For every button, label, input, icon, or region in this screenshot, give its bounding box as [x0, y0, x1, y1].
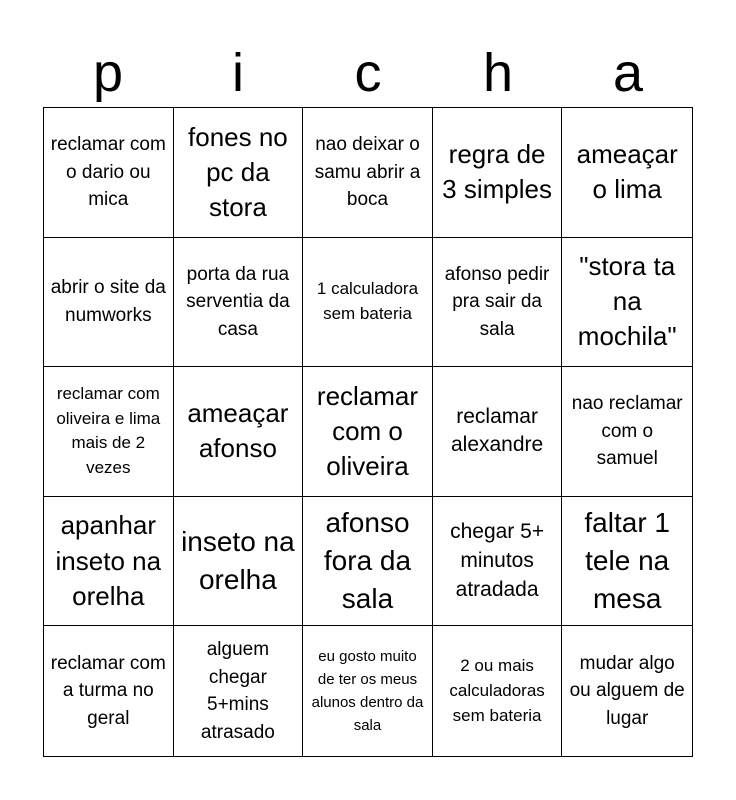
- bingo-cell-text: afonso fora da sala: [323, 507, 412, 614]
- header-letter-h: h: [482, 43, 514, 103]
- bingo-cell-1-5[interactable]: [562, 108, 692, 238]
- header-letter-i: i: [232, 43, 244, 103]
- bingo-cell-text: mudar algo ou alguem de lugar: [569, 652, 685, 729]
- bingo-cell-text: reclamar com o dario ou mica: [50, 133, 166, 211]
- bingo-cell-text: reclamar com oliveira e lima mais de 2 vezes: [56, 384, 161, 478]
- bingo-cell-2-5[interactable]: [562, 238, 692, 368]
- bingo-cell-text: faltar 1 tele na mesa: [584, 507, 670, 614]
- bingo-cell-text: apanhar inseto na orelha: [55, 510, 162, 611]
- bingo-cell-text: reclamar com o oliveira: [316, 380, 419, 482]
- header-letter-c: c: [354, 43, 382, 103]
- bingo-cell-3-3[interactable]: [303, 367, 433, 497]
- bingo-cell-5-3[interactable]: [303, 626, 433, 756]
- bingo-cell-text: 2 ou mais calculadoras sem bateria: [449, 656, 545, 725]
- header-letter-a: a: [612, 43, 644, 103]
- bingo-cell-text: reclamar com a turma no geral: [50, 652, 166, 729]
- bingo-cell-text: reclamar alexandre: [450, 404, 544, 457]
- bingo-cell-3-2[interactable]: [174, 367, 304, 497]
- bingo-cell-4-5[interactable]: [562, 497, 692, 627]
- bingo-cell-5-2[interactable]: [174, 626, 304, 756]
- bingo-cell-1-4[interactable]: [433, 108, 563, 238]
- bingo-cell-text: regra de 3 simples: [442, 139, 552, 205]
- bingo-cell-text: nao reclamar com o samuel: [571, 393, 683, 470]
- bingo-cell-text: ameaçar afonso: [187, 398, 289, 464]
- bingo-header: [43, 40, 693, 106]
- bingo-cell-text: fones no pc da stora: [188, 121, 288, 222]
- bingo-cell-5-1[interactable]: [44, 626, 174, 756]
- bingo-cell-4-1[interactable]: [44, 497, 174, 627]
- bingo-cell-3-5[interactable]: [562, 367, 692, 497]
- bingo-cell-text: nao deixar o samu abrir a boca: [314, 133, 421, 211]
- bingo-board: [43, 107, 693, 757]
- bingo-cell-1-3[interactable]: [303, 108, 433, 238]
- bingo-cell-text: inseto na orelha: [181, 526, 295, 596]
- bingo-cell-text: eu gosto muito de ter os meus alunos dentro da sala: [311, 647, 424, 735]
- bingo-cell-2-2[interactable]: [174, 238, 304, 368]
- bingo-cell-text: ameaçar o lima: [576, 139, 678, 205]
- bingo-cell-1-2[interactable]: [174, 108, 304, 238]
- bingo-cell-5-4[interactable]: [433, 626, 563, 756]
- bingo-cell-5-5[interactable]: [562, 626, 692, 756]
- bingo-cell-text: chegar 5+ minutos atradada: [450, 519, 545, 601]
- bingo-cell-2-4[interactable]: [433, 238, 563, 368]
- bingo-cell-1-1[interactable]: [44, 108, 174, 238]
- bingo-cell-2-3[interactable]: [303, 238, 433, 368]
- bingo-cell-4-4[interactable]: [433, 497, 563, 627]
- bingo-cell-2-1[interactable]: [44, 238, 174, 368]
- bingo-cell-text: abrir o site da numworks: [50, 277, 166, 326]
- header-letter-p: p: [92, 43, 124, 103]
- bingo-cell-text: 1 calculadora sem bateria: [316, 279, 419, 323]
- bingo-cell-text: "stora ta na mochila": [577, 251, 677, 352]
- bingo-cell-3-4[interactable]: [433, 367, 563, 497]
- bingo-cell-3-1[interactable]: [44, 367, 174, 497]
- bingo-cell-text: alguem chegar 5+mins atrasado: [200, 639, 275, 743]
- bingo-cell-text: afonso pedir pra sair da sala: [444, 263, 550, 340]
- bingo-cell-text: porta da rua serventia da casa: [186, 263, 290, 340]
- bingo-cell-4-3[interactable]: [303, 497, 433, 627]
- bingo-cell-4-2[interactable]: [174, 497, 304, 627]
